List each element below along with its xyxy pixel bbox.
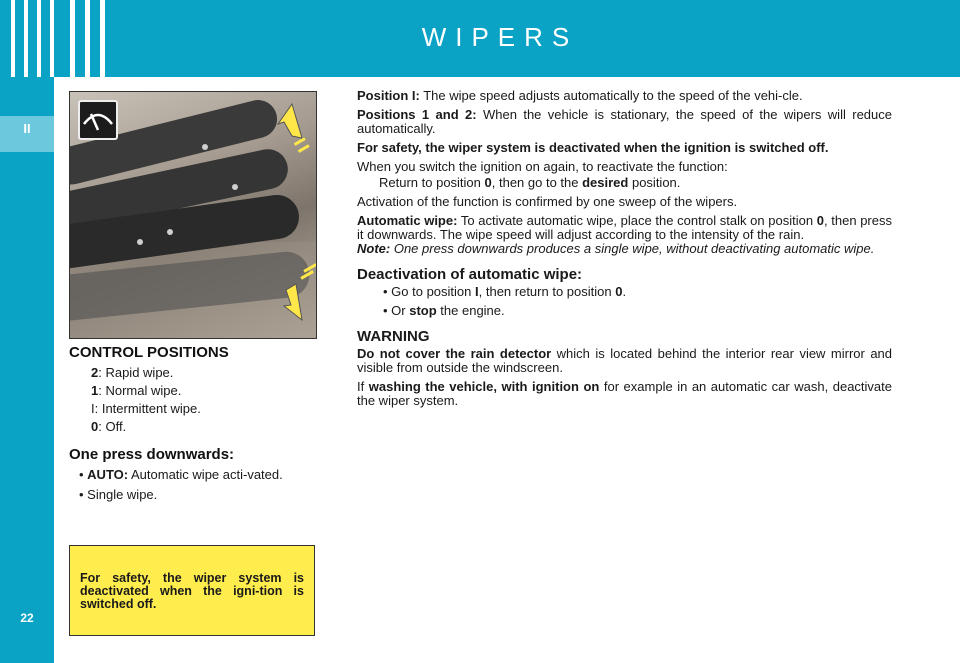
left-column — [69, 345, 315, 503]
sidebar — [0, 77, 54, 663]
paragraph: Automatic wipe: To activate automatic wipe, place the control stalk on position 0, then press it downwards. The wipe speed will adjust according to the intensity of the rain. — [357, 213, 892, 242]
paragraph: Positions 1 and 2: When the vehicle is stationary, the speed of the wipers will reduce automatically. — [357, 107, 892, 136]
page-number: 22 — [20, 611, 34, 625]
paragraph: When you switch the ignition on again, to reactivate the function: — [357, 159, 728, 174]
position-item: 1: Normal wipe. — [91, 383, 182, 398]
control-positions-heading: CONTROL POSITIONS — [69, 344, 229, 361]
bullet-item: • Go to position I, then return to position 0. — [383, 284, 627, 299]
safety-warning-box — [69, 545, 315, 636]
wiper-stalk-photo — [69, 91, 317, 339]
paragraph: If washing the vehicle, with ignition on for example in an automatic car wash, deactivate the wiper system. — [357, 379, 892, 408]
safety-warning-text: For safety, the wiper system is deactivated when the igni-tion is switched off. — [80, 571, 304, 611]
right-column — [357, 89, 892, 413]
paragraph: Activation of the function is confirmed by one sweep of the wipers. — [357, 194, 738, 209]
chapter-label: II — [23, 121, 31, 136]
header-stripe — [11, 0, 15, 77]
arrow-up-icon — [278, 104, 310, 153]
header-stripe — [24, 0, 28, 77]
one-press-heading: One press downwards: — [69, 446, 235, 463]
position-item: 2: Rapid wipe. — [91, 365, 174, 380]
position-item: 0: Off. — [91, 419, 127, 434]
page-title: WIPERS — [421, 22, 579, 52]
position-item: I: Intermittent wipe. — [91, 401, 201, 416]
bullet-item: • Or stop the engine. — [383, 303, 505, 318]
paragraph: Return to position 0, then go to the desired position. — [379, 175, 681, 190]
press-item: • AUTO: Automatic wipe acti-vated. — [79, 467, 283, 482]
paragraph: Note: One press downwards produces a single wipe, without deactivating automatic wipe. — [357, 241, 875, 256]
windscreen-wiper-icon — [78, 100, 118, 140]
header-bar — [0, 0, 960, 77]
press-item: • Single wipe. — [79, 487, 158, 502]
paragraph: Do not cover the rain detector which is located behind the interior rear view mirror and visible from outside the windscreen. — [357, 346, 893, 375]
deactivation-heading: Deactivation of automatic wipe: — [357, 266, 583, 283]
paragraph: Position I: The wipe speed adjusts automatically to the speed of the vehi-cle. — [357, 88, 803, 103]
paragraph: For safety, the wiper system is deactivated when the ignition is switched off. — [357, 140, 829, 155]
warning-heading: WARNING — [357, 328, 430, 345]
